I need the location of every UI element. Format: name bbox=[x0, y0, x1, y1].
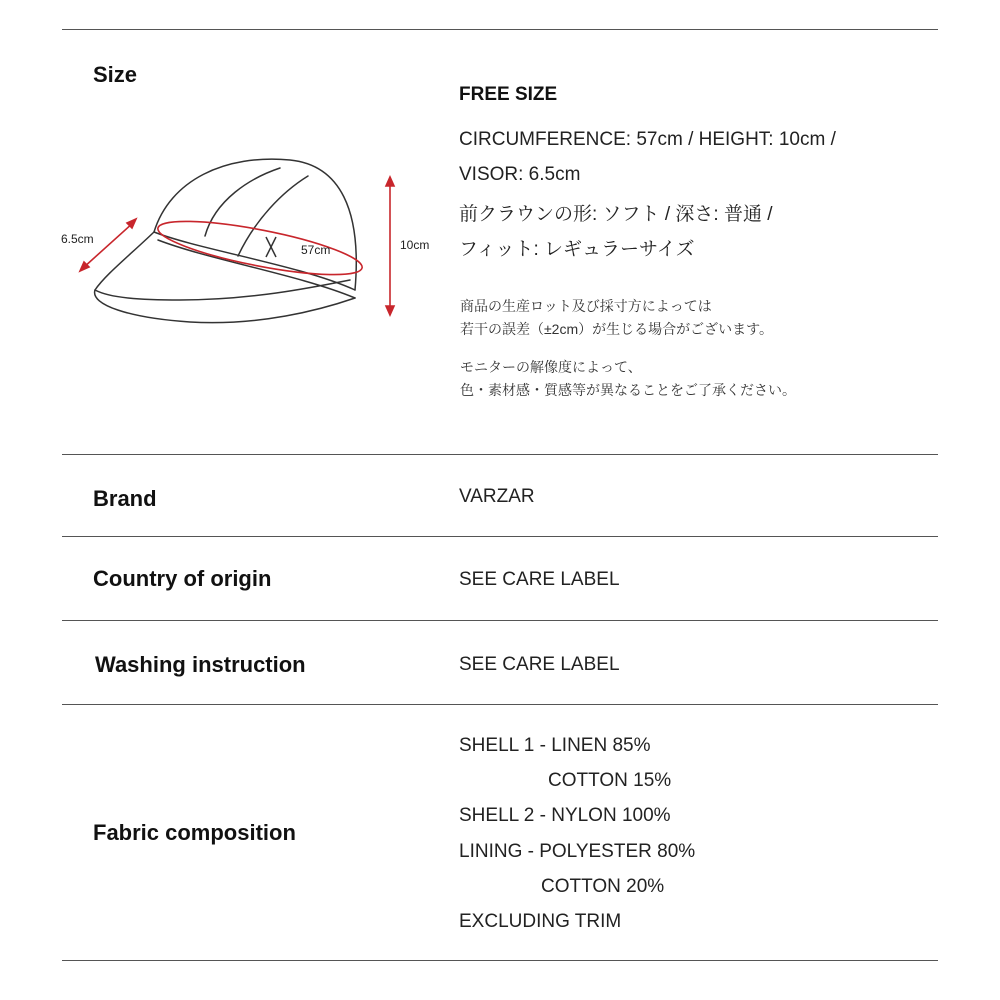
top-divider bbox=[62, 29, 938, 30]
origin-value: SEE CARE LABEL bbox=[459, 569, 620, 590]
washing-label: Washing instruction bbox=[95, 652, 306, 677]
cap-outline bbox=[95, 159, 357, 322]
brand-divider bbox=[62, 536, 938, 537]
washing-divider bbox=[62, 704, 938, 705]
size-note: 商品の生産ロット及び採寸方によっては bbox=[460, 298, 712, 314]
fabric-line: EXCLUDING TRIM bbox=[459, 911, 622, 932]
size-note: 若干の誤差（±2cm）が生じる場合がございます。 bbox=[460, 321, 774, 337]
origin-label: Country of origin bbox=[93, 566, 272, 591]
fabric-label: Fabric composition bbox=[93, 820, 296, 845]
brand-value: VARZAR bbox=[459, 486, 535, 507]
fabric-line: SHELL 1 - LINEN 85% bbox=[459, 735, 651, 756]
brand-label: Brand bbox=[93, 486, 157, 511]
size-spec-line: CIRCUMFERENCE: 57cm / HEIGHT: 10cm / bbox=[459, 129, 836, 150]
height-measure-label: 10cm bbox=[400, 238, 430, 252]
circumference-measure-label: 57cm bbox=[301, 243, 331, 257]
size-note: モニターの解像度によって、 bbox=[460, 359, 642, 375]
height-arrow bbox=[386, 177, 394, 315]
size-spec-line: VISOR: 6.5cm bbox=[459, 164, 581, 185]
size-spec-line: 前クラウンの形: ソフト / 深さ: 普通 / bbox=[459, 204, 773, 225]
size-label: Size bbox=[93, 62, 138, 87]
size-spec-line: フィット: レギュラーサイズ bbox=[459, 239, 695, 260]
circumference-ellipse bbox=[154, 210, 365, 285]
fabric-line: COTTON 15% bbox=[548, 770, 672, 791]
size-note: 色・素材感・質感等が異なることをご了承ください。 bbox=[460, 382, 796, 398]
size-divider bbox=[62, 454, 938, 455]
fabric-line: SHELL 2 - NYLON 100% bbox=[459, 805, 671, 826]
logo-icon bbox=[266, 237, 276, 257]
origin-divider bbox=[62, 620, 938, 621]
visor-measure-label: 6.5cm bbox=[61, 232, 94, 246]
bottom-divider bbox=[62, 960, 938, 961]
size-heading: FREE SIZE bbox=[459, 84, 558, 105]
fabric-line: COTTON 20% bbox=[541, 876, 665, 897]
fabric-line: LINING - POLYESTER 80% bbox=[459, 841, 696, 862]
cap-size-diagram bbox=[50, 140, 450, 430]
washing-value: SEE CARE LABEL bbox=[459, 654, 620, 675]
